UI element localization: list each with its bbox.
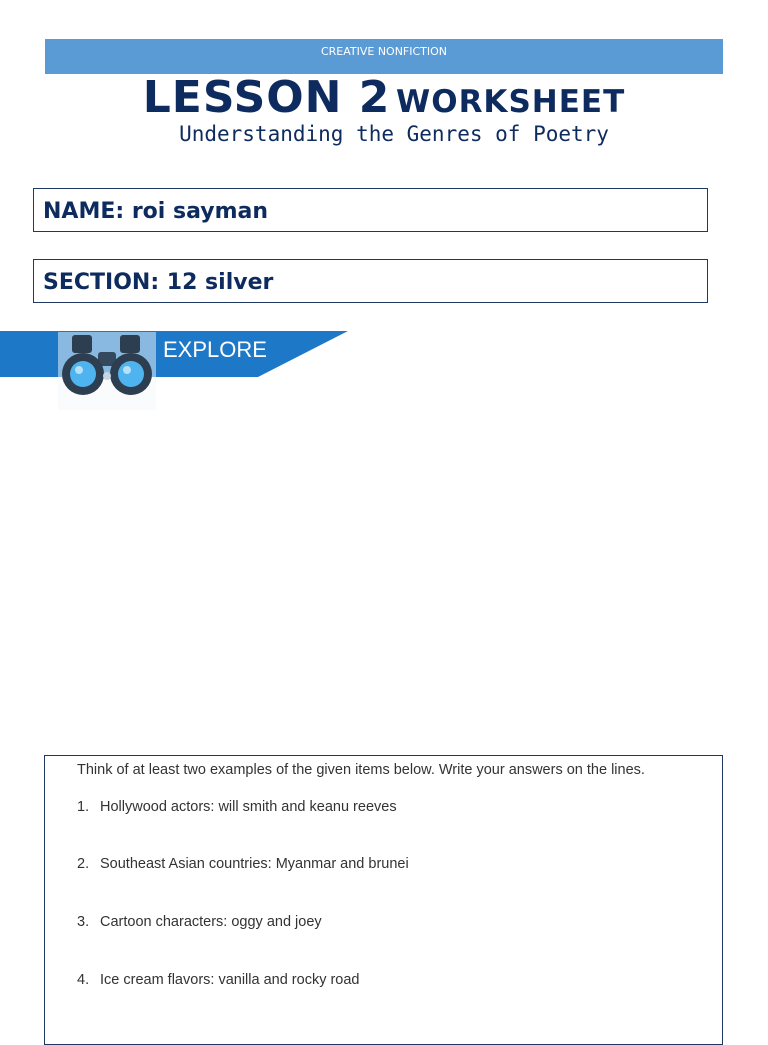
worksheet-title: WORKSHEET — [396, 84, 626, 120]
item-number: 4. — [77, 972, 90, 988]
list-item[interactable] — [77, 914, 322, 930]
item-number: 2. — [77, 856, 90, 872]
binoculars-icon — [58, 332, 156, 410]
subject-header-bar — [45, 39, 723, 74]
item-answer: Ice cream flavors: vanilla and rocky road — [100, 972, 360, 988]
item-answer: Southeast Asian countries: Myanmar and brunei — [100, 856, 409, 872]
lesson-subtitle: Understanding the Genres of Poetry — [179, 122, 609, 146]
subject-label: CREATIVE NONFICTION — [320, 45, 448, 58]
lesson-title: LESSON 2 — [142, 72, 391, 123]
page-title — [0, 72, 768, 123]
item-answer: Cartoon characters: oggy and joey — [100, 914, 322, 930]
item-number: 1. — [77, 799, 90, 815]
list-item[interactable] — [77, 799, 397, 815]
student-name-text: NAME: roi sayman — [43, 199, 269, 224]
activity-instructions: Think of at least two examples of the given items below. Write your answers on the lines. — [77, 762, 645, 778]
student-section-text: SECTION: 12 silver — [43, 270, 274, 295]
item-answer: Hollywood actors: will smith and keanu reeves — [100, 799, 397, 815]
list-item[interactable] — [77, 856, 409, 872]
list-item[interactable] — [77, 972, 360, 988]
explore-label: EXPLORE — [163, 337, 267, 362]
item-number: 3. — [77, 914, 90, 930]
student-name-field[interactable] — [33, 188, 708, 232]
activity-box — [44, 755, 723, 1045]
student-section-field[interactable] — [33, 259, 708, 303]
